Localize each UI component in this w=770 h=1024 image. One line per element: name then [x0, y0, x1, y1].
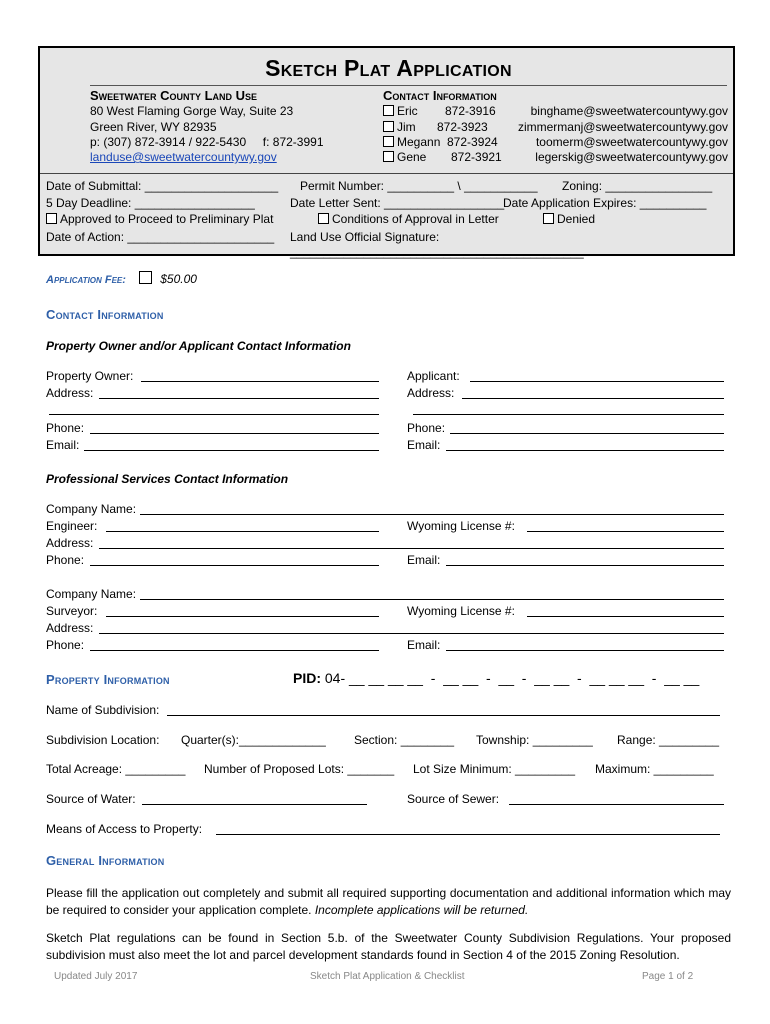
property-owner-input[interactable] [141, 381, 379, 382]
surveyor-company-input[interactable] [140, 599, 724, 600]
engineer-input[interactable] [106, 531, 379, 532]
date-letter-sent-field[interactable]: Date Letter Sent: __________________ [290, 196, 505, 210]
engineer-address-input[interactable] [99, 548, 724, 549]
permit-number-field[interactable]: Permit Number: __________ \ ___________ [300, 179, 538, 193]
proposed-lots-field[interactable]: Number of Proposed Lots: _______ [204, 762, 395, 776]
contact-email: toomerm@sweetwatercountywy.gov [535, 135, 728, 149]
engineer-license-label: Wyoming License #: [407, 519, 515, 533]
contact-email: binghame@sweetwatercountywy.gov [530, 104, 728, 118]
owner-address-line-2[interactable] [49, 414, 379, 415]
owner-phone-label: Phone: [46, 421, 85, 435]
engineer-company-label: Company Name: [46, 502, 137, 516]
signature-field[interactable]: Land Use Official Signature: ____________________________________________ [290, 230, 584, 259]
subdivision-location-label: Subdivision Location: [46, 733, 160, 747]
date-submittal-field[interactable]: Date of Submittal: ____________________ [46, 179, 279, 193]
contact-checkbox-jim[interactable] [383, 121, 394, 132]
application-fee-row [46, 271, 197, 286]
general-paragraph-2: Sketch Plat regulations can be found in Section 5.b. of the Sweetwater County Subdivision Regulations. Your proposed subdivision must also meet the lot and parcel development standards found in Section 4 of the 2015 Zoning Resolution. [46, 931, 731, 962]
contact-name: Megann [397, 135, 441, 149]
surveyor-phone-input[interactable] [90, 650, 379, 651]
general-paragraph-1-text: Please fill the application out completely and submit all required supporting documentation and additional information which may be required to consider your application complete. [46, 886, 731, 917]
office-use-divider [40, 173, 733, 174]
owner-address-input[interactable] [99, 398, 379, 399]
footer-updated: Updated July 2017 [54, 971, 138, 982]
quarters-field[interactable]: Quarter(s):_____________ [181, 733, 326, 747]
office-address-1: 80 West Flaming Gorge Way, Suite 23 [90, 104, 294, 118]
contact-phone: 872-3924 [447, 135, 498, 149]
contact-checkbox-megann[interactable] [383, 136, 394, 147]
office-name: Sweetwater County Land Use [90, 88, 258, 103]
conditions-option[interactable] [318, 212, 499, 227]
applicant-email-label: Email: [407, 438, 441, 452]
fee-amount: $50.00 [160, 272, 197, 286]
applicant-input[interactable] [470, 381, 724, 382]
range-field[interactable]: Range: _________ [617, 733, 720, 747]
date-expires-field[interactable]: Date Application Expires: __________ [503, 196, 707, 210]
general-paragraph-1-italic: Incomplete applications will be returned. [314, 903, 529, 917]
conditions-label: Conditions of Approval in Letter [332, 212, 499, 226]
denied-checkbox[interactable] [543, 213, 554, 224]
contact-checkbox-gene[interactable] [383, 151, 394, 162]
general-paragraph-1 [46, 885, 731, 919]
source-water-label: Source of Water: [46, 792, 136, 806]
surveyor-address-label: Address: [46, 621, 94, 635]
contact-email: legerskig@sweetwatercountywy.gov [535, 150, 728, 164]
contact-row [383, 104, 728, 119]
owner-address-label: Address: [46, 386, 94, 400]
contact-row [383, 120, 728, 135]
contact-section-heading: Contact Information [46, 307, 164, 322]
section-field[interactable]: Section: ________ [354, 733, 455, 747]
office-email-link[interactable]: landuse@sweetwatercountywy.gov [90, 150, 277, 164]
engineer-license-input[interactable] [527, 531, 724, 532]
applicant-label: Applicant: [407, 369, 460, 383]
engineer-company-input[interactable] [140, 514, 724, 515]
office-phone: p: (307) 872-3914 / 922-5430 f: 872-3991 [90, 135, 324, 149]
property-section-heading: Property Information [46, 672, 170, 687]
surveyor-email-input[interactable] [446, 650, 724, 651]
applicant-address-label: Address: [407, 386, 455, 400]
general-section-heading: General Information [46, 853, 165, 868]
means-access-input[interactable] [216, 834, 720, 835]
pid-value: 04- __ __ __ __ - __ __ - __ - __ __ - __ __ __ - __ __ [324, 670, 700, 686]
surveyor-email-label: Email: [407, 638, 441, 652]
engineer-email-input[interactable] [446, 565, 724, 566]
subdivision-name-label: Name of Subdivision: [46, 703, 160, 717]
owner-email-label: Email: [46, 438, 80, 452]
engineer-phone-label: Phone: [46, 553, 85, 567]
owner-email-input[interactable] [84, 450, 379, 451]
denied-option[interactable] [543, 212, 595, 227]
applicant-phone-input[interactable] [450, 433, 724, 434]
approved-option[interactable] [46, 212, 273, 227]
header-box [38, 46, 735, 259]
contact-name: Eric [397, 104, 418, 118]
footer-title: Sketch Plat Application & Checklist [310, 971, 465, 982]
source-water-input[interactable] [142, 804, 367, 805]
contact-name: Jim [397, 120, 416, 134]
application-fee-label: Application Fee: [46, 274, 126, 286]
zoning-field[interactable]: Zoning: ________________ [562, 179, 713, 193]
surveyor-input[interactable] [106, 616, 379, 617]
township-field[interactable]: Township: _________ [476, 733, 593, 747]
approved-checkbox[interactable] [46, 213, 57, 224]
applicant-email-input[interactable] [446, 450, 724, 451]
date-action-field[interactable]: Date of Action: ______________________ [46, 230, 275, 244]
engineer-email-label: Email: [407, 553, 441, 567]
page-title: Sketch Plat Application [265, 55, 512, 81]
contact-info-heading: Contact Information [383, 88, 497, 103]
surveyor-label: Surveyor: [46, 604, 98, 618]
lot-size-max-field[interactable]: Maximum: _________ [595, 762, 714, 776]
contact-phone: 872-3921 [451, 150, 502, 164]
day-deadline-field[interactable]: 5 Day Deadline: __________________ [46, 196, 255, 210]
contact-phone: 872-3916 [445, 104, 496, 118]
surveyor-address-input[interactable] [99, 633, 724, 634]
subdivision-name-input[interactable] [167, 715, 720, 716]
contact-email: zimmermanj@sweetwatercountywy.gov [517, 120, 728, 134]
conditions-checkbox[interactable] [318, 213, 329, 224]
surveyor-license-input[interactable] [527, 616, 724, 617]
contact-checkbox-eric[interactable] [383, 105, 394, 116]
footer-page-number: Page 1 of 2 [642, 971, 694, 982]
office-address-2: Green River, WY 82935 [90, 120, 217, 134]
source-sewer-input[interactable] [509, 804, 724, 805]
total-acreage-field[interactable]: Total Acreage: _________ [46, 762, 186, 776]
surveyor-phone-label: Phone: [46, 638, 85, 652]
lot-size-min-field[interactable]: Lot Size Minimum: _________ [413, 762, 576, 776]
source-sewer-label: Source of Sewer: [407, 792, 500, 806]
engineer-phone-input[interactable] [90, 565, 379, 566]
fee-checkbox[interactable] [139, 271, 152, 284]
applicant-address-input[interactable] [462, 398, 724, 399]
title-rule [90, 85, 727, 86]
professional-subheading: Professional Services Contact Information [46, 472, 289, 486]
surveyor-company-label: Company Name: [46, 587, 137, 601]
contact-name: Gene [397, 150, 427, 164]
denied-label: Denied [557, 212, 596, 226]
applicant-phone-label: Phone: [407, 421, 446, 435]
surveyor-license-label: Wyoming License #: [407, 604, 515, 618]
property-owner-label: Property Owner: [46, 369, 134, 383]
pid-field[interactable] [293, 670, 699, 686]
contact-phone: 872-3923 [437, 120, 488, 134]
pid-label: PID: [293, 670, 321, 686]
applicant-address-line-2[interactable] [413, 414, 724, 415]
engineer-label: Engineer: [46, 519, 98, 533]
contact-row [383, 150, 728, 165]
engineer-address-label: Address: [46, 536, 94, 550]
means-access-label: Means of Access to Property: [46, 822, 203, 836]
contact-row [383, 135, 728, 150]
owner-subheading: Property Owner and/or Applicant Contact Information [46, 339, 351, 353]
approved-label: Approved to Proceed to Preliminary Plat [60, 212, 274, 226]
owner-phone-input[interactable] [90, 433, 379, 434]
